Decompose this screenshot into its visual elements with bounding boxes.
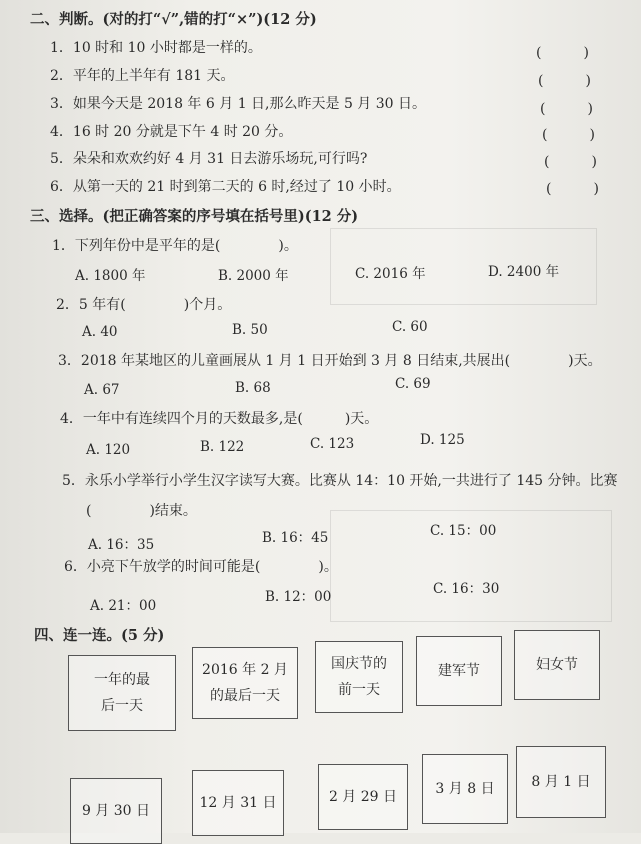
choice-q1-pre: 1．下列年份中是平年的是( xyxy=(52,238,221,254)
choice-q4-pre: 4．一年中有连续四个月的天数最多,是( xyxy=(60,411,303,427)
choice-q2-pre: 2．5 年有( xyxy=(56,297,126,313)
match-top-1-line1: 一年的最 xyxy=(94,672,150,688)
choice-q5-pre: ( xyxy=(86,503,92,519)
match-top-2-line2: 的最后一天 xyxy=(209,688,280,704)
match-top-3-line2: 前一天 xyxy=(338,682,380,698)
match-bottom-box-2[interactable] xyxy=(192,770,284,836)
choice-q3-pre: 3．2018 年某地区的儿童画展从 1 月 1 日开始到 3 月 8 日结束,共展出( xyxy=(58,353,511,369)
choice-q5-option-b[interactable]: B. 16：45 xyxy=(262,530,329,546)
judge-answer-3[interactable]: ( ) xyxy=(540,101,593,117)
choice-q3-option-a[interactable]: A. 67 xyxy=(84,382,120,398)
match-bottom-box-4[interactable] xyxy=(422,754,508,824)
choice-q6-option-b[interactable]: B. 12：00 xyxy=(265,589,332,605)
choice-q3-option-b[interactable]: B. 68 xyxy=(235,380,271,396)
match-top-1-line2: 后一天 xyxy=(101,698,143,714)
choice-q2-post: )个月。 xyxy=(183,297,232,313)
match-bottom-3-label: 2 月 29 日 xyxy=(328,789,398,805)
choice-q5-stem-line2 xyxy=(86,500,197,520)
choice-q4-option-d[interactable]: D. 125 xyxy=(420,432,465,448)
choice-q6-stem xyxy=(64,556,338,576)
choice-q4-stem xyxy=(60,408,378,428)
match-top-box-4[interactable] xyxy=(416,636,502,706)
match-top-box-5[interactable] xyxy=(514,630,600,700)
choice-q6-post: )。 xyxy=(318,559,338,575)
choice-q1-post: )。 xyxy=(278,238,298,254)
choice-q5-option-c[interactable]: C. 15：00 xyxy=(430,523,497,539)
match-bottom-box-1[interactable] xyxy=(70,778,162,844)
choice-q4-option-c[interactable]: C. 123 xyxy=(310,436,355,452)
choice-q2-option-a[interactable]: A. 40 xyxy=(82,324,118,340)
match-top-5-line1: 妇女节 xyxy=(536,657,578,673)
judge-answer-2[interactable]: ( ) xyxy=(538,73,591,89)
choice-q4-post: )天。 xyxy=(344,411,379,427)
choice-q4-option-b[interactable]: B. 122 xyxy=(200,439,245,455)
section4-title: 四、连一连。(5 分) xyxy=(34,627,165,644)
judge-answer-6[interactable]: ( ) xyxy=(546,181,599,197)
match-bottom-4-label: 3 月 8 日 xyxy=(435,781,495,797)
choice-q2-option-b[interactable]: B. 50 xyxy=(232,322,268,338)
match-bottom-2-label: 12 月 31 日 xyxy=(199,795,277,811)
choice-q1-option-b[interactable]: B. 2000 年 xyxy=(218,268,289,284)
judge-answer-1[interactable]: ( ) xyxy=(536,45,589,61)
judge-answer-4[interactable]: ( ) xyxy=(542,127,595,143)
match-bottom-box-5[interactable] xyxy=(516,746,606,818)
judge-answer-5[interactable]: ( ) xyxy=(544,154,597,170)
section2-title: 二、判断。(对的打“√”,错的打“×”)(12 分) xyxy=(30,11,317,28)
choice-q6-pre: 6．小亮下午放学的时间可能是( xyxy=(64,559,261,575)
match-top-box-2[interactable] xyxy=(192,647,298,719)
choice-q3-post: )天。 xyxy=(568,353,602,369)
choice-q1-option-d[interactable]: D. 2400 年 xyxy=(488,264,560,280)
judge-item-3: 3．如果今天是 2018 年 6 月 1 日,那么昨天是 5 月 30 日。 xyxy=(50,96,427,112)
choice-q6-option-a[interactable]: A. 21：00 xyxy=(90,598,157,614)
choice-q3-option-c[interactable]: C. 69 xyxy=(395,376,431,392)
match-bottom-1-label: 9 月 30 日 xyxy=(81,803,151,819)
choice-q1-option-c[interactable]: C. 2016 年 xyxy=(355,266,426,282)
choice-q1-stem xyxy=(52,235,298,255)
choice-q2-stem xyxy=(56,294,231,314)
match-top-3-line1: 国庆节的 xyxy=(331,656,387,672)
section3-title: 三、选择。(把正确答案的序号填在括号里)(12 分) xyxy=(30,208,359,225)
judge-item-5: 5．朵朵和欢欢约好 4 月 31 日去游乐场玩,可行吗? xyxy=(50,151,368,167)
choice-q3-stem xyxy=(58,350,602,370)
match-bottom-box-3[interactable] xyxy=(318,764,408,830)
choice-q6-option-c[interactable]: C. 16：30 xyxy=(433,581,500,597)
judge-item-4: 4．16 时 20 分就是下午 4 时 20 分。 xyxy=(50,124,293,140)
match-top-4-line1: 建军节 xyxy=(438,663,480,679)
match-top-box-3[interactable] xyxy=(315,641,403,713)
match-top-box-1[interactable] xyxy=(68,655,176,731)
choice-q4-option-a[interactable]: A. 120 xyxy=(86,442,131,458)
choice-q5-option-a[interactable]: A. 16：35 xyxy=(88,537,155,553)
judge-item-6: 6．从第一天的 21 时到第二天的 6 时,经过了 10 小时。 xyxy=(50,179,401,195)
choice-q1-option-a[interactable]: A. 1800 年 xyxy=(75,268,146,284)
judge-item-1: 1．10 时和 10 小时都是一样的。 xyxy=(50,40,262,56)
judge-item-2: 2．平年的上半年有 181 天。 xyxy=(50,68,235,84)
match-top-2-line1: 2016 年 2 月 xyxy=(202,662,288,678)
choice-q5-stem-line1: 5．永乐小学举行小学生汉字读写大赛。比赛从 14：10 开始,一共进行了 145 分钟。比赛 xyxy=(62,473,618,489)
choice-q2-option-c[interactable]: C. 60 xyxy=(392,319,428,335)
choice-q5-post: )结束。 xyxy=(149,503,197,519)
match-bottom-5-label: 8 月 1 日 xyxy=(531,774,591,790)
